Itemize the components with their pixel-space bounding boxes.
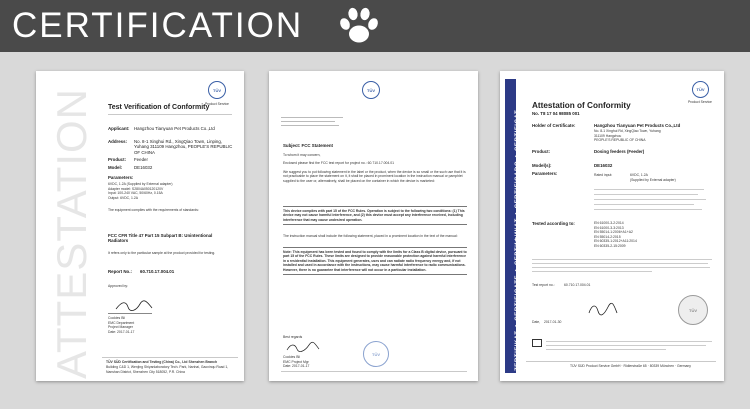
standard-2: EN 55014-1:2006+A1+A2 [594,230,633,234]
certificate-statement [532,257,714,273]
footer-line-1: Building C&D 1, Wenjing Shiyanlaboratory Tech. Park, Nanhai, Gaoxinqu Road 1, [106,365,229,369]
model-label: Model: [108,165,123,170]
fcc-compliance-box: This device complies with part 15 of the FCC Rules. Operation is subject to the following two conditions: (1) This device may not cause harmful interference, and (2) this device must accept any interference received, including interference that may cause undesired operation. [283,206,467,225]
product-label: Product: [532,149,551,154]
standard-0: EN 61000-3-2:2014 [594,221,624,225]
subject-line: Subject: FCC Statement [283,143,334,148]
title-banner [0,0,750,52]
standard-text: FCC CFR Title 47 Part 15 Subpart B: Unintentional Radiators [108,233,213,244]
signer-line-1: EMC Project Mgr [283,359,309,364]
approved-label: Approved by: [108,284,128,288]
conformity-text: The equipment complies with the requirements of standards: [108,208,199,212]
tuv-seal-icon: TÜV [678,295,708,325]
mark-label: Product Service [205,102,229,106]
tuv-logo-icon: TÜV [208,81,226,99]
standard-5: EN 60335-2-15:2009 [594,243,626,248]
parameters-value-1: Adapter model: S2804A050120120V [108,186,164,191]
product-value: Dosing feeders (Feeder) [594,149,645,154]
parameters-label: Parameters: [108,175,134,180]
greeting: To whom it may concern, [283,153,321,157]
certificate-number: No. T8 17 04 98085 001 [532,111,580,116]
paragraph-1: We suggest you to put following statement in the label or the product, when the device is so small or the such use that it is not practicable to place the statement on it, it shall be placed in prominent location in the instruction manual or pamphlet supplied to the user or, alternatively, shall be placed on the container in which the device is marketed: [283,170,466,183]
signoff: Best regards [283,335,303,339]
footer-line-0: TÜV SÜD Certification and Testing (China) Co., Ltd Shenzhen Branch [106,360,218,364]
tuv-stamp-icon: TÜV [363,341,389,367]
signature-icon [114,299,154,313]
doc3-heading: Attestation of Conformity [532,101,631,110]
mark-label: Product Service [688,100,712,104]
parameters-value-2: Input: 100-240 VAC, 50/60Hz, 0.15A [108,191,163,195]
date-value: 2017-01-30 [544,320,562,324]
intro-text: Enclosed please find the FCC test report for project no.: 60.710.17.004.01 [283,161,395,165]
model-value: DE16032 [594,163,613,168]
holder-label: Holder of Certificate: [532,123,576,128]
tuv-logo-icon: TÜV [362,81,380,99]
footer-text: TÜV SÜD Product Service GmbH · Ridlerstraße 65 · 80339 München · Germany [570,364,691,368]
doc1-heading: Test Verification of Conformity [108,104,210,111]
attestation-of-conformity-document [500,71,724,381]
parameters-value-2: (Supplied by External adapter) [630,177,676,182]
holder-line-3: PEOPLE'S REPUBLIC OF CHINA [594,138,646,142]
standard-4: EN 60335-1:2012+A11:2014 [594,239,637,243]
signer-line-0: Cookies Bli [283,355,300,359]
report-label: Test report no.: [532,283,555,287]
signature-icon [586,301,620,317]
address-block [281,115,351,129]
standard-1: EN 61000-3-3:2013 [594,225,624,230]
applicant-label: Applicant: [108,126,130,131]
tested-label: Tested according to: [532,221,575,226]
ce-mark-icon [532,339,542,347]
paw-print-icon [336,4,382,48]
signer-line-2: Date: 2017-01-17 [283,364,310,368]
scope-text: It refers only to the particular sample at the product provided for testing. [108,251,216,255]
address-label: Address: [108,139,128,144]
signer-line-0: Cookies Bli [108,316,125,320]
applicant-value: Hangzhou Tianyuan Pet Products Co.,Ltd [134,126,215,131]
certificate-side-strip: ZERTIFIKAT ◆ CERTIFICATE ◆ СЕРТИФИКАТ ◆ CERTIFICADO ◆ CERTIFICAT [505,79,516,373]
paragraph-2: The instruction manual shall include the following statement, placed in a prominent location in the text of the manual: [283,234,458,238]
fcc-note-box: Note: This equipment has been tested and found to comply with the limits for a Class B digital device, pursuant to part 15 of the FCC Rules. These limits are designed to provide reasonable protection against harmful interference in a residential installation. This equipment generates, uses and can radiate radio frequency energy and, if not installed and used in accordance with the instructions, may cause harmful interference to radio communications. However, there is no guarantee that interference will not occur in a particular installation. [283,247,467,275]
signer-line-2: Project Manager [108,325,133,329]
footer-line-2: Nanshan District, Shenzhen City 518052, P.R. China [106,369,185,374]
parameters-label: Parameters: [532,171,558,176]
test-verification-document [36,71,244,381]
signer-line-1: EMC Department [108,320,135,325]
holder-line-2: 311109 Hangzhou [594,133,622,138]
signature-icon [285,341,321,353]
attestation-watermark: ATTESTATION [48,88,95,379]
date-label: Date, [532,320,541,324]
model-value: DE16032 [134,165,153,170]
report-label: Report No.: [108,269,132,274]
report-number: 60.710.17.004.01 [140,269,175,274]
ce-statement [546,339,714,353]
product-label: Product: [108,157,127,162]
holder-line-0: Hangzhou Tianyuan Pet Products Co.,Ltd [594,123,681,128]
parameters-value-1: 6VDC, 1.2A [630,173,648,177]
fcc-statement-document [269,71,478,381]
model-label: Model(s): [532,163,552,168]
parameter-table [594,187,714,217]
product-value: Feeder [134,157,148,162]
parameters-value-0: Rated input: [594,173,613,177]
parameters-value-0: 6VDC, 1.2A (Supplied by External adapter) [108,182,173,186]
signer-line-3: Date: 2017-01-17 [108,329,135,334]
holder-line-1: No. 8-1 Xinghui Rd, XingQiao Town, Yuhang [594,129,661,133]
parameters-value-3: Output: 6VDC, 1.2A [108,195,138,200]
report-number: 60.710.17.004.01 [564,283,591,287]
address-value: No. 8-1 Xinghui Rd., XingQiao Town, Linping, Yuhang 311109 Hangzhou, PEOPLE'S REPUBLIC OF CHINA [134,139,233,155]
tuv-logo-icon: TÜV [692,81,709,98]
banner-title: CERTIFICATION [12,6,304,45]
standard-3: EN 55014-2:2015 [594,234,621,239]
